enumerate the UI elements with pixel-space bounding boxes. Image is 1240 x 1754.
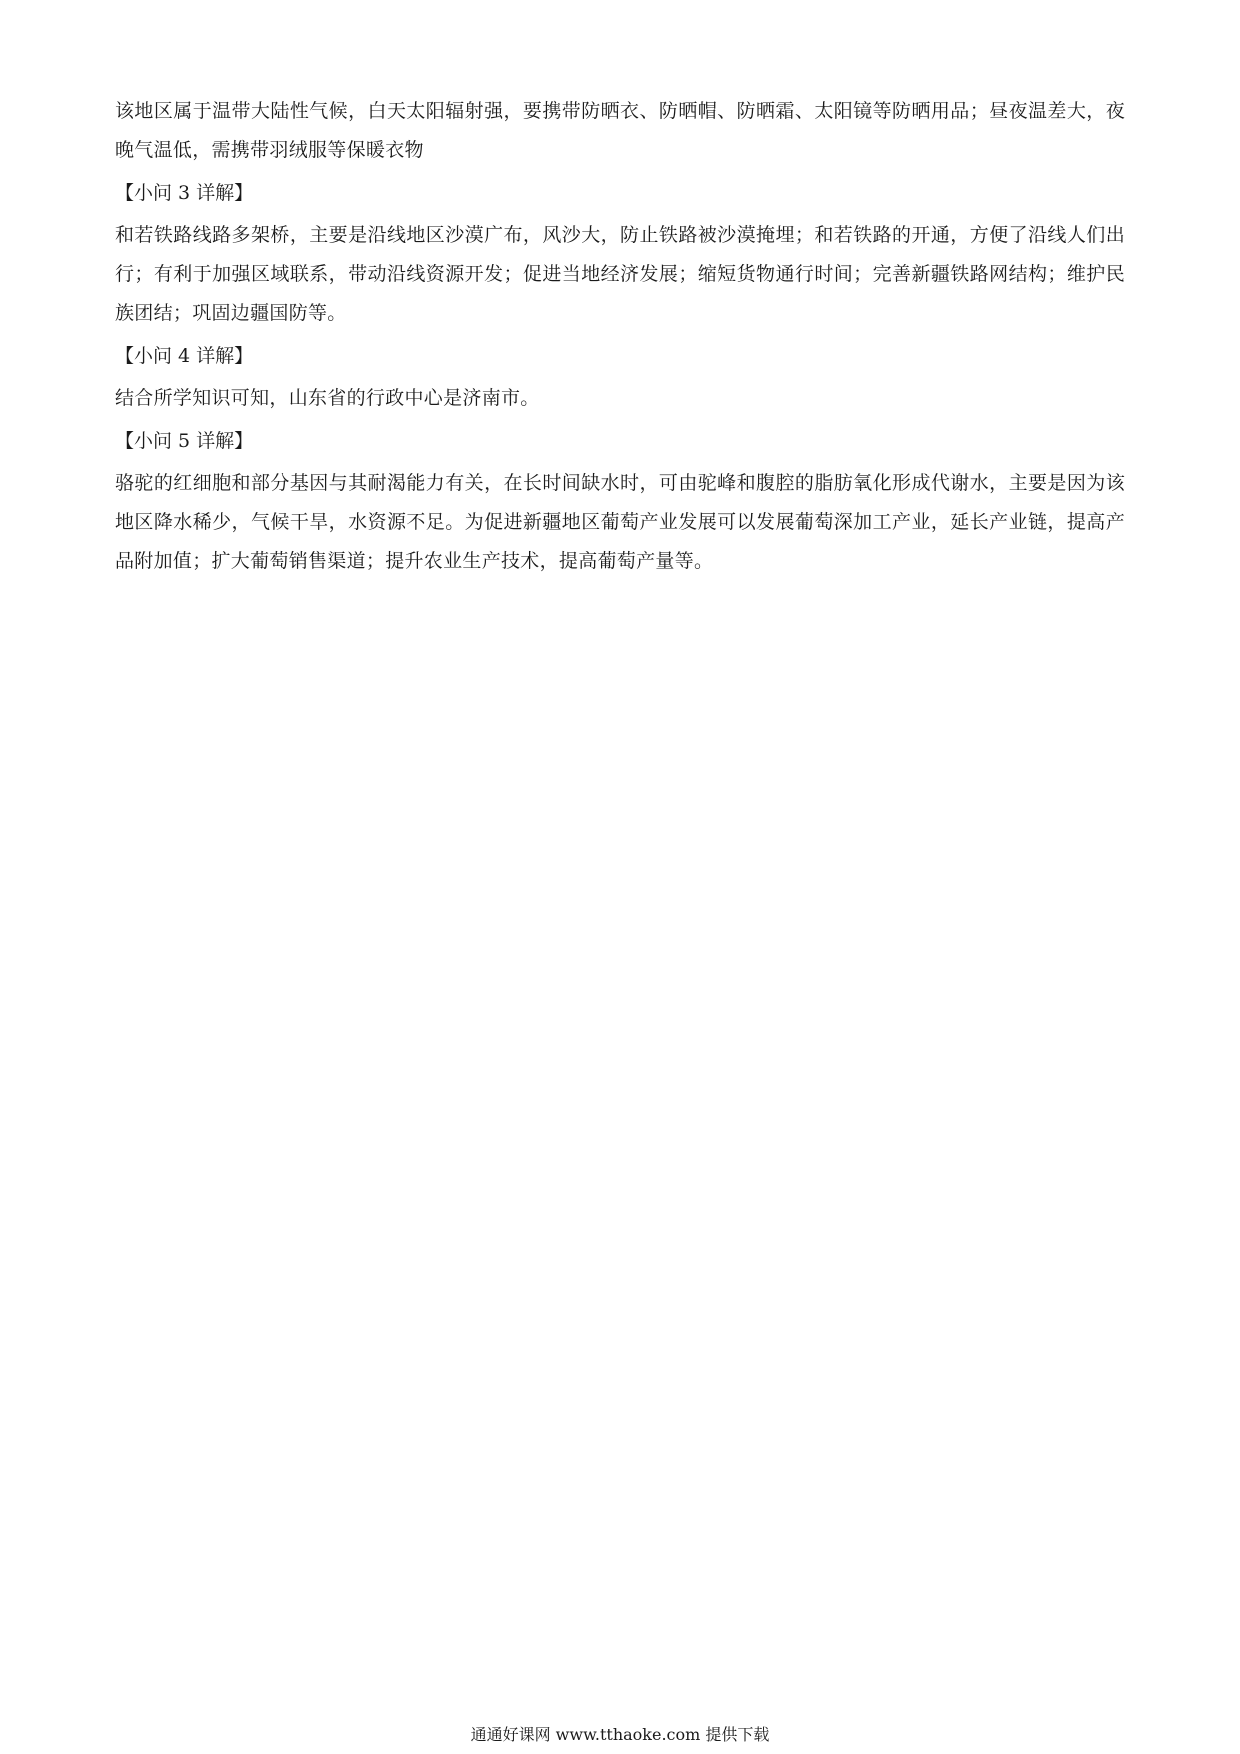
question-5-heading: 【小问 5 详解】: [115, 430, 254, 452]
question-3-heading: 【小问 3 详解】: [115, 182, 254, 204]
question-4-heading: 【小问 4 详解】: [115, 345, 254, 367]
page-footer: 通通好课网 www.tthaoke.com 提供下载: [470, 1725, 770, 1744]
answer-paragraph-2-continued: 该地区属于温带大陆性气候，白天太阳辐射强，要携带防晒衣、防晒帽、防晒霜、太阳镜等防晒用品；昼夜温差大，夜晚气温低，需携带羽绒服等保暖衣物: [115, 100, 1125, 161]
answer-paragraph-5: 骆驼的红细胞和部分基因与其耐渴能力有关，在长时间缺水时，可由驼峰和腹腔的脂肪氧化形成代谢水，主要是因为该地区降水稀少，气候干旱，水资源不足。为促进新疆地区葡萄产业发展可以发展葡萄深加工产业，延长产业链，提高产品附加值；扩大葡萄销售渠道；提升农业生产技术，提高葡萄产量等。: [115, 472, 1125, 572]
document-page: [115, 92, 1125, 581]
answer-paragraph-4: 结合所学知识可知，山东省的行政中心是济南市。: [115, 387, 540, 409]
answer-paragraph-3: 和若铁路线路多架桥，主要是沿线地区沙漠广布，风沙大，防止铁路被沙漠掩埋；和若铁路的开通，方便了沿线人们出行；有利于加强区域联系，带动沿线资源开发；促进当地经济发展；缩短货物通行时间；完善新疆铁路网结构；维护民族团结；巩固边疆国防等。: [115, 224, 1125, 324]
